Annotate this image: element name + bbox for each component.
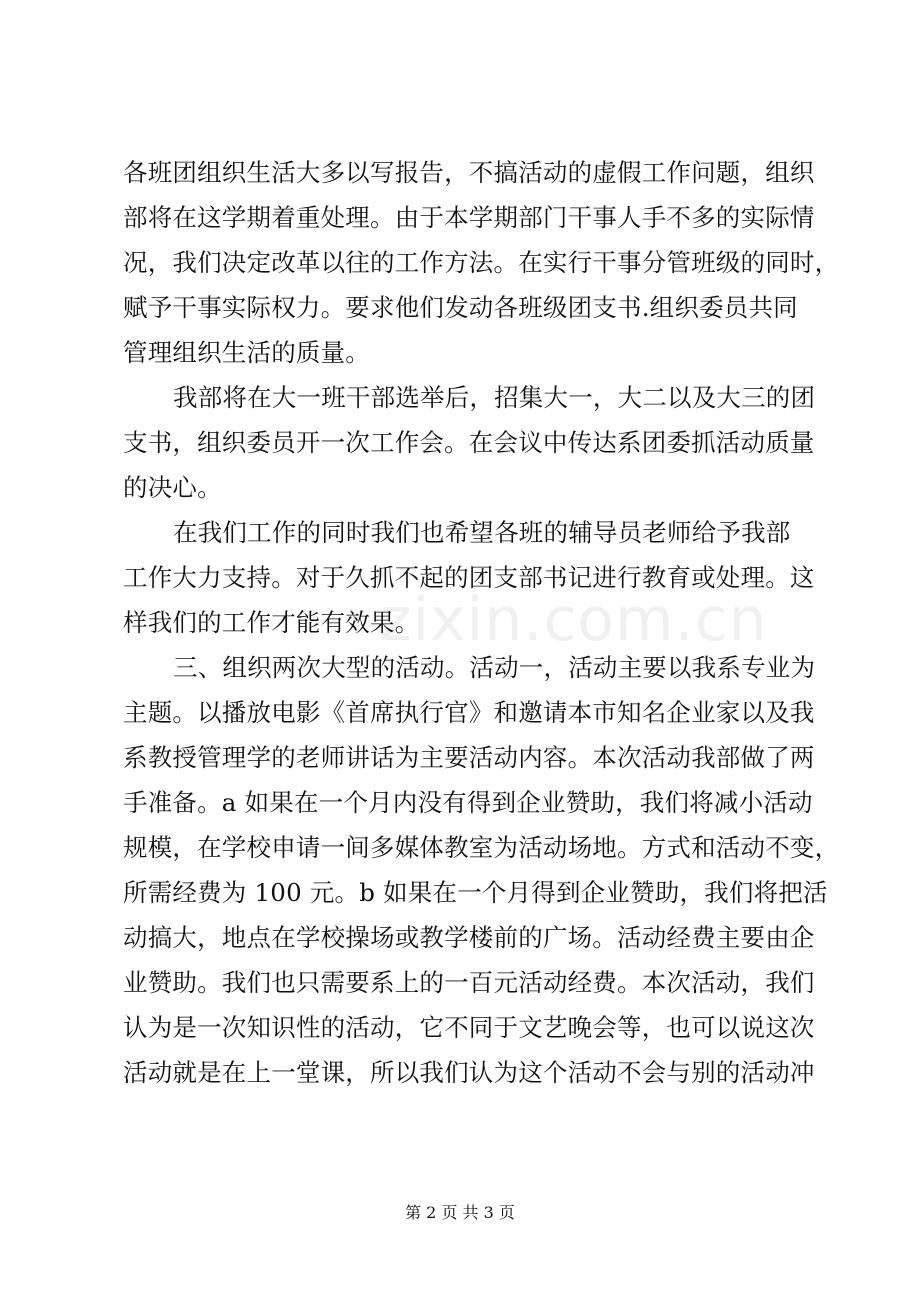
text-line: 业赞助。我们也只需要系上的一百元活动经费。本次活动，我们: [123, 968, 815, 997]
text-line: 样我们的工作才能有效果。: [123, 608, 420, 637]
watermark: zixin.com.cn: [380, 585, 768, 655]
text-line: 支书，组织委员开一次工作会。在会议中传达系团委抓活动质量: [123, 428, 815, 457]
text-line: 部将在这学期着重处理。由于本学期部门干事人手不多的实际情: [123, 203, 815, 232]
paragraph-start-line: 在我们工作的同时我们也希望各班的辅导员老师给予我部: [173, 518, 791, 547]
paragraph-start-line: 我部将在大一班干部选举后，招集大一，大二以及大三的团: [173, 383, 816, 412]
text-line: 工作大力支持。对于久抓不起的团支部书记进行教育或处理。这: [123, 563, 815, 592]
text-line: 赋予干事实际权力。要求他们发动各班级团支书.组织委员共同: [123, 293, 798, 322]
body-text: [123, 150, 840, 1095]
text-line: 管理组织生活的质量。: [123, 338, 370, 367]
text-line: 手准备。a 如果在一个月内没有得到企业赞助，我们将减小活动: [123, 788, 813, 817]
text-line: 动搞大，地点在学校操场或教学楼前的广场。活动经费主要由企: [123, 923, 815, 952]
text-line: 的决心。: [123, 473, 222, 502]
text-line: 主题。以播放电影《首席执行官》和邀请本市知名企业家以及我: [123, 698, 815, 727]
page-footer: 第 2 页 共 3 页: [405, 1203, 515, 1222]
paragraph-start-line: 三、组织两次大型的活动。活动一，活动主要以我系专业为: [173, 653, 816, 682]
text-line: 活动就是在上一堂课，所以我们认为这个活动不会与别的活动冲: [123, 1058, 815, 1087]
text-line: 规模，在学校申请一间多媒体教室为活动场地。方式和活动不变，: [123, 833, 840, 862]
text-line: 况，我们决定改革以往的工作方法。在实行干事分管班级的同时，: [123, 248, 840, 277]
text-line: 系教授管理学的老师讲话为主要活动内容。本次活动我部做了两: [123, 743, 815, 772]
text-line: 各班团组织生活大多以写报告，不搞活动的虚假工作问题，组织: [123, 158, 815, 187]
text-line: 认为是一次知识性的活动，它不同于文艺晚会等，也可以说这次: [123, 1013, 815, 1042]
text-line: 所需经费为 100 元。b 如果在一个月得到企业赞助，我们将把活: [123, 878, 828, 907]
